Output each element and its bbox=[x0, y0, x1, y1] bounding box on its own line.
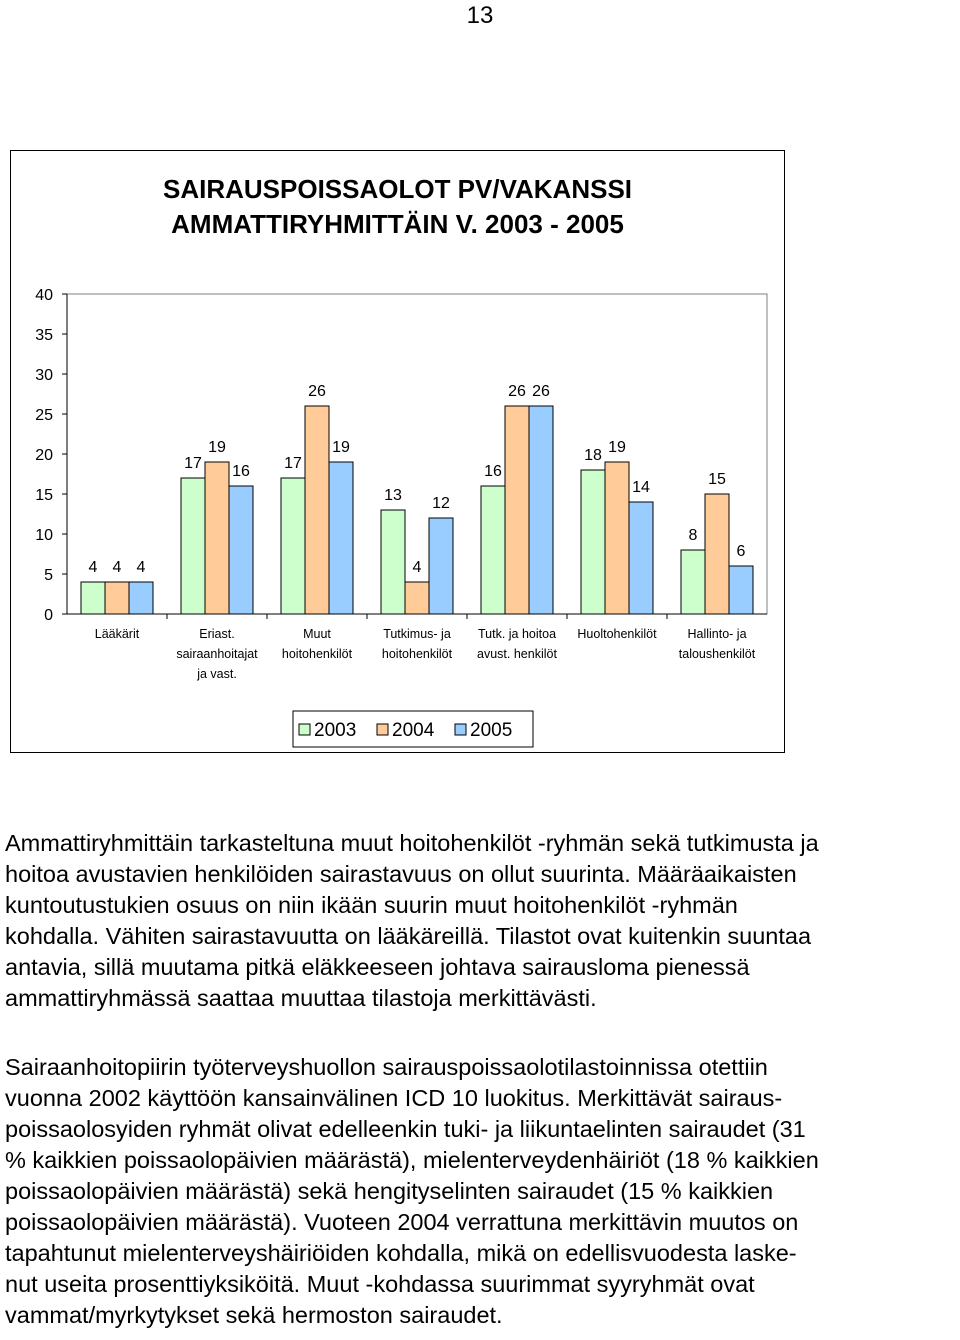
x-tick-label: sairaanhoitajat bbox=[176, 647, 258, 661]
data-label: 6 bbox=[736, 543, 746, 560]
data-label: 18 bbox=[584, 447, 602, 464]
x-tick-label: Tutkimus- ja bbox=[383, 627, 451, 641]
data-label: 4 bbox=[412, 559, 422, 576]
x-tick-label: hoitohenkilöt bbox=[381, 647, 453, 661]
x-tick-label: Lääkärit bbox=[94, 627, 140, 641]
bar bbox=[481, 486, 505, 614]
data-label: 4 bbox=[88, 559, 98, 576]
data-label: 26 bbox=[532, 383, 550, 400]
x-tick-label: Hallinto- ja bbox=[687, 627, 747, 641]
y-tick-label: 10 bbox=[35, 527, 53, 544]
legend-label: 2004 bbox=[392, 720, 435, 741]
bar bbox=[205, 462, 229, 614]
bar bbox=[181, 478, 205, 614]
y-tick-label: 35 bbox=[35, 327, 53, 344]
y-tick-label: 20 bbox=[35, 447, 53, 464]
data-label: 26 bbox=[308, 383, 326, 400]
bar bbox=[305, 406, 329, 614]
chart-title-line-1: SAIRAUSPOISSAOLOT PV/VAKANSSI bbox=[162, 174, 633, 204]
bar bbox=[105, 582, 129, 614]
paragraph-line: vammat/myrkytykset sekä hermoston sairaudet. bbox=[5, 1302, 503, 1328]
paragraph-line: nut useita prosenttiyksiköitä. Muut -kohdassa suurimmat syyryhmät ovat bbox=[5, 1271, 755, 1297]
data-label: 4 bbox=[136, 559, 146, 576]
data-label: 17 bbox=[284, 455, 302, 472]
paragraph-line: hoitoa avustavien henkilöiden sairastavuus on ollut suurinta. Määräaikaisten bbox=[5, 861, 797, 887]
paragraph-line: tapahtunut mielenterveyshäiriöiden kohdalla, mikä on edellisvuodesta laske- bbox=[5, 1240, 797, 1266]
page-number: 13 bbox=[466, 2, 494, 29]
y-tick-label: 40 bbox=[35, 287, 53, 304]
data-label: 14 bbox=[632, 479, 650, 496]
x-tick-label: Huoltohenkilöt bbox=[577, 627, 657, 641]
bar bbox=[581, 470, 605, 614]
data-label: 12 bbox=[432, 495, 450, 512]
data-label: 19 bbox=[332, 439, 350, 456]
x-tick-label: hoitohenkilöt bbox=[281, 647, 353, 661]
bar bbox=[405, 582, 429, 614]
data-label: 4 bbox=[112, 559, 122, 576]
paragraph-line: vuonna 2002 käyttöön kansainvälinen ICD 10 luokitus. Merkittävät sairaus- bbox=[5, 1085, 783, 1111]
x-tick-label: ja vast. bbox=[197, 667, 237, 681]
paragraph-line: ammattiryhmässä saattaa muuttaa tilastoja merkittävästi. bbox=[5, 985, 597, 1011]
x-tick-label: Tutk. ja hoitoa bbox=[477, 627, 557, 641]
bar bbox=[705, 494, 729, 614]
data-label: 15 bbox=[708, 471, 726, 488]
bar bbox=[729, 566, 753, 614]
paragraph-1 bbox=[5, 828, 960, 1014]
paragraph-line: poissaolopäivien määrästä) sekä hengityselinten sairaudet (15 % kaikkien bbox=[5, 1178, 774, 1204]
paragraph-line: Sairaanhoitopiirin työterveyshuollon sairauspoissaolotilastoinnissa otettiin bbox=[5, 1054, 768, 1080]
paragraph-line: antavia, sillä muutama pitkä eläkkeeseen johtava sairausloma pienessä bbox=[5, 954, 750, 980]
bar bbox=[529, 406, 553, 614]
data-label: 19 bbox=[208, 439, 226, 456]
bar bbox=[229, 486, 253, 614]
bar bbox=[605, 462, 629, 614]
legend-swatch bbox=[299, 724, 310, 735]
y-tick-label: 25 bbox=[35, 407, 53, 424]
paragraph-line: poissaolosyiden ryhmät olivat edelleenkin tuki- ja liikuntaelinten sairaudet (31 bbox=[5, 1116, 806, 1142]
y-tick-label: 0 bbox=[44, 607, 53, 624]
x-tick-label: Muut bbox=[303, 627, 331, 641]
paragraph-line: Ammattiryhmittäin tarkasteltuna muut hoitohenkilöt -ryhmän sekä tutkimusta ja bbox=[5, 830, 819, 856]
data-label: 16 bbox=[232, 463, 250, 480]
bar bbox=[281, 478, 305, 614]
chart-title-line-2: AMMATTIRYHMITTÄIN V. 2003 - 2005 bbox=[171, 209, 624, 239]
legend-swatch bbox=[377, 724, 388, 735]
legend-swatch bbox=[455, 724, 466, 735]
data-label: 13 bbox=[384, 487, 402, 504]
x-tick-label: Eriast. bbox=[199, 627, 235, 641]
data-label: 16 bbox=[484, 463, 502, 480]
y-tick-label: 5 bbox=[44, 567, 53, 584]
bar bbox=[429, 518, 453, 614]
bar bbox=[81, 582, 105, 614]
paragraph-line: kohdalla. Vähiten sairastavuutta on lääkäreillä. Tilastot ovat kuitenkin suuntaa bbox=[5, 923, 812, 949]
paragraph-line: % kaikkien poissaolopäivien määrästä), mielenterveydenhäiriöt (18 % kaikkien bbox=[5, 1147, 819, 1173]
data-label: 17 bbox=[184, 455, 202, 472]
bar bbox=[129, 582, 153, 614]
legend-label: 2003 bbox=[314, 720, 357, 741]
data-label: 19 bbox=[608, 439, 626, 456]
bar bbox=[329, 462, 353, 614]
data-label: 8 bbox=[688, 527, 698, 544]
bar bbox=[505, 406, 529, 614]
legend-label: 2005 bbox=[470, 720, 513, 741]
y-tick-label: 15 bbox=[35, 487, 53, 504]
x-tick-label: taloushenkilöt bbox=[678, 647, 756, 661]
bar bbox=[381, 510, 405, 614]
bar bbox=[629, 502, 653, 614]
data-label: 26 bbox=[508, 383, 526, 400]
x-tick-label: avust. henkilöt bbox=[477, 647, 557, 661]
bar bbox=[681, 550, 705, 614]
paragraph-2 bbox=[5, 1052, 960, 1331]
paragraph-line: poissaolopäivien määrästä). Vuoteen 2004 verrattuna merkittävin muutos on bbox=[5, 1209, 799, 1235]
y-tick-label: 30 bbox=[35, 367, 53, 384]
paragraph-line: kuntoutustukien osuus on niin ikään suurin muut hoitohenkilöt -ryhmän bbox=[5, 892, 738, 918]
